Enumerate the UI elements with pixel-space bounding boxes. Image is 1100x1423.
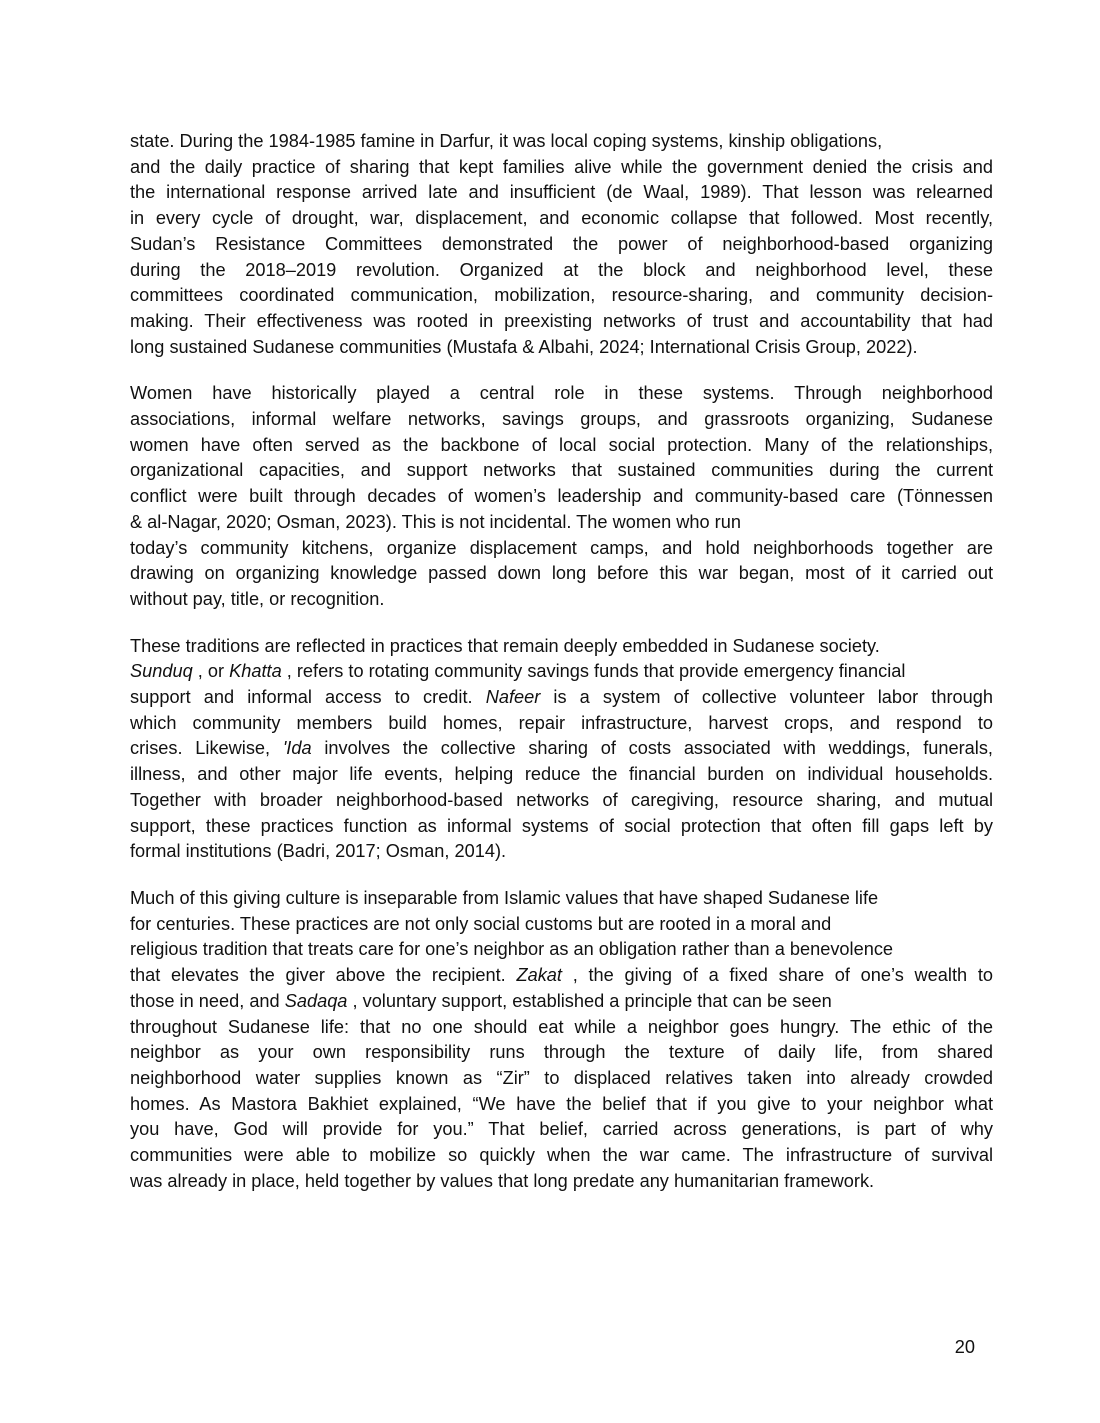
text-line [130, 762, 993, 788]
text-line [130, 685, 993, 711]
text-segment: Together with broader neighborhood-based networks of caregiving, resource sharing, and mutual [130, 789, 993, 810]
italic-term: Zakat [516, 965, 562, 986]
text-segment: homes. As Mastora Bakhiet explained, “We have the belief that if you give to your neighbor what [130, 1093, 993, 1114]
text-line [130, 1169, 993, 1195]
text-segment: crises. Likewise, [130, 738, 283, 759]
text-segment: , the giving of a fixed share of one’s wealth to [561, 965, 993, 986]
text-segment: communities were able to mobilize so quickly when the war came. The infrastructure of survival [130, 1145, 993, 1166]
text-segment: , voluntary support, established a principle that can be seen [347, 990, 832, 1011]
page-number: 20 [954, 1337, 975, 1357]
paragraph [130, 381, 993, 612]
text-segment: neighbor as your own responsibility runs through the texture of daily life, from shared [130, 1042, 993, 1063]
text-segment: support, these practices function as informal systems of social protection that often fill gaps left by [130, 815, 993, 836]
text-line [130, 1092, 993, 1118]
text-segment: you have, God will provide for you.” That belief, carried across generations, is part of why [130, 1119, 993, 1140]
text-line [130, 937, 993, 963]
text-line [130, 736, 993, 762]
italic-term: 'Ida [282, 738, 312, 759]
text-line [130, 283, 993, 309]
text-segment: & al-Nagar, 2020; Osman, 2023). This is not incidental. The women who run [130, 511, 741, 532]
text-line [130, 561, 993, 587]
text-segment: conflict were built through decades of women’s leadership and community-based care (Tönnessen [130, 486, 993, 507]
text-segment: those in need, and [130, 990, 285, 1011]
text-segment: Sudan’s Resistance Committees demonstrated the power of neighborhood-based organizing [130, 233, 993, 254]
italic-term: Sadaqa [284, 990, 348, 1011]
text-line [130, 335, 993, 361]
text-segment: the international response arrived late and insufficient (de Waal, 1989). That lesson was relearned [130, 182, 993, 203]
text-segment: long sustained Sudanese communities (Mustafa & Albahi, 2024; International Crisis Group, 2022). [130, 336, 918, 357]
text-segment: throughout Sudanese life: that no one should eat while a neighbor goes hungry. The ethic of the [130, 1016, 993, 1037]
text-segment: involves the collective sharing of costs associated with weddings, funerals, [311, 738, 993, 759]
text-segment: and the daily practice of sharing that kept families alive while the government denied the crisis and [130, 156, 993, 177]
text-line [130, 814, 993, 840]
text-line [130, 1066, 993, 1092]
text-line [130, 1040, 993, 1066]
text-segment: neighborhood water supplies known as “Zir” to displaced relatives taken into already crowded [130, 1067, 993, 1088]
italic-term: Sunduq [130, 661, 193, 682]
text-segment: , or [192, 661, 230, 682]
text-line [130, 963, 993, 989]
text-segment: that elevates the giver above the recipient. [130, 965, 517, 986]
paragraph [130, 129, 993, 360]
text-line [130, 634, 993, 660]
text-segment: religious tradition that treats care for one’s neighbor as an obligation rather than a benevolence [130, 939, 894, 960]
text-segment: formal institutions (Badri, 2017; Osman, 2014). [130, 841, 507, 862]
text-segment: support and informal access to credit. [130, 687, 486, 708]
text-line [130, 407, 993, 433]
text-segment: associations, informal welfare networks, savings groups, and grassroots organizing, Sudanese [130, 409, 993, 430]
text-segment: today’s community kitchens, organize displacement camps, and hold neighborhoods together are [130, 537, 993, 558]
text-segment: state. During the 1984-1985 famine in Darfur, it was local coping systems, kinship obligations, [130, 131, 883, 151]
text-segment: in every cycle of drought, war, displacement, and economic collapse that followed. Most recently, [130, 208, 993, 229]
text-line [130, 258, 993, 284]
text-segment: which community members build homes, repair infrastructure, harvest crops, and respond to [130, 712, 993, 733]
text-line [130, 788, 993, 814]
text-segment: illness, and other major life events, helping reduce the financial burden on individual households. [130, 764, 993, 785]
text-line [130, 659, 993, 685]
text-line [130, 1117, 993, 1143]
text-segment: drawing on organizing knowledge passed down long before this war began, most of it carried out [130, 563, 993, 584]
paragraph [130, 634, 993, 865]
italic-term: Khatta [229, 661, 282, 682]
text-line [130, 232, 993, 258]
text-line [130, 886, 993, 912]
text-line [130, 839, 993, 865]
text-line [130, 510, 993, 536]
text-line [130, 912, 993, 938]
text-line [130, 484, 993, 510]
text-segment: Women have historically played a central role in these systems. Through neighborhood [130, 383, 993, 404]
text-line [130, 1015, 993, 1041]
text-line [130, 309, 993, 335]
text-segment: committees coordinated communication, mobilization, resource-sharing, and community decision- [130, 285, 993, 306]
text-line [130, 381, 993, 407]
text-line [130, 587, 993, 613]
text-segment: Much of this giving culture is inseparable from Islamic values that have shaped Sudanese life [130, 887, 879, 908]
text-line [130, 206, 993, 232]
text-line [130, 180, 993, 206]
text-line [130, 536, 993, 562]
text-line [130, 155, 993, 181]
text-segment: is a system of collective volunteer labor through [540, 687, 993, 708]
text-line [130, 433, 993, 459]
text-line [130, 711, 993, 737]
text-line [130, 129, 993, 155]
text-segment: during the 2018–2019 revolution. Organized at the block and neighborhood level, these [130, 259, 993, 280]
text-line [130, 989, 993, 1015]
text-segment: making. Their effectiveness was rooted in preexisting networks of trust and accountability that had [130, 310, 993, 331]
text-segment: These traditions are reflected in practices that remain deeply embedded in Sudanese society. [130, 635, 880, 656]
text-segment: for centuries. These practices are not only social customs but are rooted in a moral and [130, 913, 832, 934]
text-line [130, 458, 993, 484]
text-line [130, 1143, 993, 1169]
text-segment: without pay, title, or recognition. [130, 588, 385, 609]
text-segment: women have often served as the backbone of local social protection. Many of the relationships, [130, 434, 993, 455]
italic-term: Nafeer [485, 687, 541, 708]
body-text [130, 129, 993, 1215]
text-segment: was already in place, held together by values that long predate any humanitarian framework. [130, 1170, 875, 1191]
paragraph [130, 886, 993, 1194]
text-segment: organizational capacities, and support networks that sustained communities during the current [130, 460, 993, 481]
text-segment: , refers to rotating community savings funds that provide emergency financial [281, 661, 906, 682]
